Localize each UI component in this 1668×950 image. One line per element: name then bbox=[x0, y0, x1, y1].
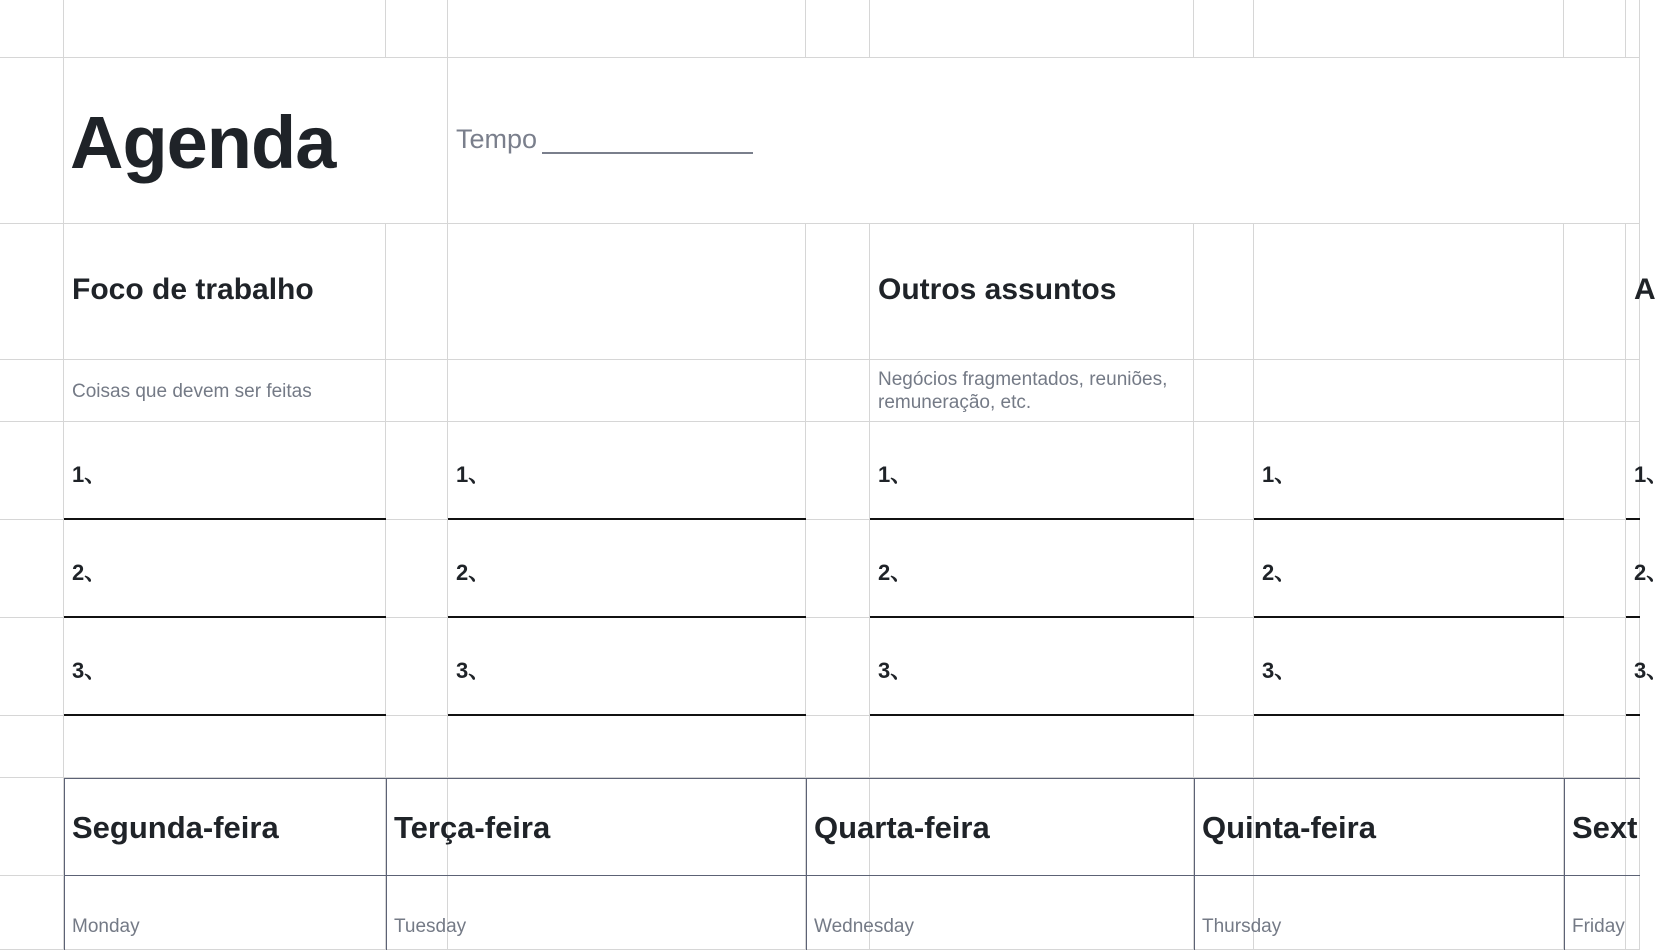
page-title: Agenda bbox=[70, 101, 336, 184]
grid-cell[interactable] bbox=[448, 422, 806, 520]
list-entry-line[interactable] bbox=[1254, 616, 1564, 618]
list-marker: 2、 bbox=[1262, 560, 1297, 585]
day-english-label: Thursday bbox=[1202, 916, 1282, 937]
section-heading-work-focus: Foco de trabalho bbox=[72, 273, 314, 306]
list-marker: 3、 bbox=[72, 658, 107, 683]
grid-cell[interactable] bbox=[806, 520, 870, 618]
list-marker: 3、 bbox=[1634, 658, 1668, 683]
list-entry-line[interactable] bbox=[64, 616, 386, 618]
list-marker: 1、 bbox=[72, 462, 107, 487]
section-description-work-focus: Coisas que devem ser feitas bbox=[72, 381, 312, 402]
list-entry-line[interactable] bbox=[870, 714, 1194, 716]
section-heading-partial: A bbox=[1634, 273, 1656, 306]
list-entry-line[interactable] bbox=[448, 616, 806, 618]
list-marker: 2、 bbox=[1634, 560, 1668, 585]
grid-cell[interactable] bbox=[0, 520, 64, 618]
grid-cell[interactable] bbox=[1564, 618, 1626, 716]
day-english-label: Monday bbox=[72, 916, 140, 937]
list-marker: 1、 bbox=[878, 462, 913, 487]
section-heading-other-matters: Outros assuntos bbox=[878, 273, 1117, 306]
list-marker: 1、 bbox=[456, 462, 491, 487]
grid-cell[interactable] bbox=[64, 618, 386, 716]
section-description-other-matters: Negócios fragmentados, reuniões, remuneração, etc. bbox=[878, 369, 1168, 413]
day-english-label: Tuesday bbox=[394, 916, 467, 937]
grid-cell[interactable] bbox=[1564, 0, 1626, 58]
grid-cell[interactable] bbox=[806, 422, 870, 520]
grid-cell[interactable] bbox=[1254, 224, 1564, 360]
grid-cell[interactable] bbox=[0, 876, 64, 950]
grid-cell[interactable] bbox=[0, 618, 64, 716]
list-entry-line[interactable] bbox=[1626, 518, 1640, 520]
grid-cell[interactable] bbox=[1564, 422, 1626, 520]
grid-cell[interactable] bbox=[806, 224, 870, 360]
grid-cell[interactable] bbox=[0, 224, 64, 360]
grid-cell[interactable] bbox=[1194, 422, 1254, 520]
list-marker: 3、 bbox=[1262, 658, 1297, 683]
grid-cell[interactable] bbox=[1254, 360, 1564, 422]
grid-cell[interactable] bbox=[0, 778, 64, 876]
list-entry-line[interactable] bbox=[1254, 714, 1564, 716]
day-subheader-cell[interactable] bbox=[64, 876, 386, 950]
grid-cell[interactable] bbox=[1194, 520, 1254, 618]
day-label: Quinta-feira bbox=[1202, 810, 1376, 845]
grid-cell[interactable] bbox=[64, 520, 386, 618]
grid-cell[interactable] bbox=[1254, 520, 1564, 618]
day-english-label: Wednesday bbox=[814, 916, 914, 937]
list-marker: 1、 bbox=[1634, 462, 1668, 487]
list-entry-line[interactable] bbox=[870, 518, 1194, 520]
grid-cell[interactable] bbox=[870, 618, 1194, 716]
grid-cell[interactable] bbox=[448, 618, 806, 716]
grid-cell[interactable] bbox=[870, 422, 1194, 520]
grid-cell[interactable] bbox=[1626, 360, 1640, 422]
list-entry-line[interactable] bbox=[870, 616, 1194, 618]
grid-cell[interactable] bbox=[1564, 360, 1626, 422]
list-marker: 1、 bbox=[1262, 462, 1297, 487]
grid-cell[interactable] bbox=[1254, 422, 1564, 520]
grid-cell[interactable] bbox=[806, 618, 870, 716]
grid-cell[interactable] bbox=[448, 0, 806, 58]
grid-cell[interactable] bbox=[64, 0, 386, 58]
time-label: Tempo bbox=[456, 124, 538, 154]
grid-cell[interactable] bbox=[448, 520, 806, 618]
day-label: Terça-feira bbox=[394, 810, 551, 845]
list-marker: 2、 bbox=[456, 560, 491, 585]
list-marker: 2、 bbox=[72, 560, 107, 585]
grid-cell[interactable] bbox=[1194, 224, 1254, 360]
grid-cell[interactable] bbox=[0, 716, 64, 778]
grid-cell[interactable] bbox=[386, 360, 448, 422]
grid-cell[interactable] bbox=[0, 0, 64, 58]
day-label: Quarta-feira bbox=[814, 810, 990, 845]
time-input-line[interactable] bbox=[542, 152, 753, 154]
grid-cell[interactable] bbox=[806, 0, 870, 58]
grid-cell[interactable] bbox=[1626, 0, 1640, 58]
grid-cell[interactable] bbox=[386, 422, 448, 520]
grid-cell[interactable] bbox=[806, 360, 870, 422]
grid-cell[interactable] bbox=[806, 716, 870, 778]
list-entry-line[interactable] bbox=[64, 518, 386, 520]
grid-cell[interactable] bbox=[386, 520, 448, 618]
day-subheader-cell[interactable] bbox=[1194, 876, 1564, 950]
grid-cell[interactable] bbox=[1194, 716, 1254, 778]
grid-cell[interactable] bbox=[1254, 0, 1564, 58]
day-label: Segunda-feira bbox=[72, 810, 279, 845]
grid-cell[interactable] bbox=[0, 360, 64, 422]
grid-cell[interactable] bbox=[870, 0, 1194, 58]
day-english-label: Friday bbox=[1572, 916, 1625, 937]
grid-cell[interactable] bbox=[386, 716, 448, 778]
list-entry-line[interactable] bbox=[1626, 714, 1640, 716]
list-entry-line[interactable] bbox=[1626, 616, 1640, 618]
grid-cell[interactable] bbox=[1254, 716, 1564, 778]
grid-cell[interactable] bbox=[1564, 224, 1626, 360]
grid-cell[interactable] bbox=[870, 716, 1194, 778]
grid-cell[interactable] bbox=[386, 0, 448, 58]
grid-cell[interactable] bbox=[386, 618, 448, 716]
list-marker: 3、 bbox=[456, 658, 491, 683]
grid-cell[interactable] bbox=[1194, 360, 1254, 422]
grid-cell[interactable] bbox=[1254, 618, 1564, 716]
list-entry-line[interactable] bbox=[448, 518, 806, 520]
day-subheader-cell[interactable] bbox=[386, 876, 806, 950]
grid-cell[interactable] bbox=[448, 224, 806, 360]
grid-cell[interactable] bbox=[448, 716, 806, 778]
grid-cell[interactable] bbox=[870, 520, 1194, 618]
grid-cell[interactable] bbox=[1194, 0, 1254, 58]
grid-cell[interactable] bbox=[386, 224, 448, 360]
grid-cell[interactable] bbox=[448, 360, 806, 422]
grid-cell[interactable] bbox=[1564, 716, 1626, 778]
grid-cell[interactable] bbox=[64, 422, 386, 520]
list-entry-line[interactable] bbox=[64, 714, 386, 716]
grid-cell[interactable] bbox=[1626, 716, 1640, 778]
day-subheader-cell[interactable] bbox=[806, 876, 1194, 950]
day-subheader-cell[interactable] bbox=[1564, 876, 1640, 950]
grid-cell[interactable] bbox=[1194, 618, 1254, 716]
grid-cell[interactable] bbox=[0, 422, 64, 520]
list-entry-line[interactable] bbox=[448, 714, 806, 716]
list-entry-line[interactable] bbox=[1254, 518, 1564, 520]
list-marker: 2、 bbox=[878, 560, 913, 585]
grid-cell[interactable] bbox=[0, 58, 64, 224]
grid-cell[interactable] bbox=[448, 58, 1640, 224]
grid-cell[interactable] bbox=[1564, 520, 1626, 618]
day-label: Sext bbox=[1572, 810, 1638, 845]
list-marker: 3、 bbox=[878, 658, 913, 683]
grid-cell[interactable] bbox=[64, 716, 386, 778]
